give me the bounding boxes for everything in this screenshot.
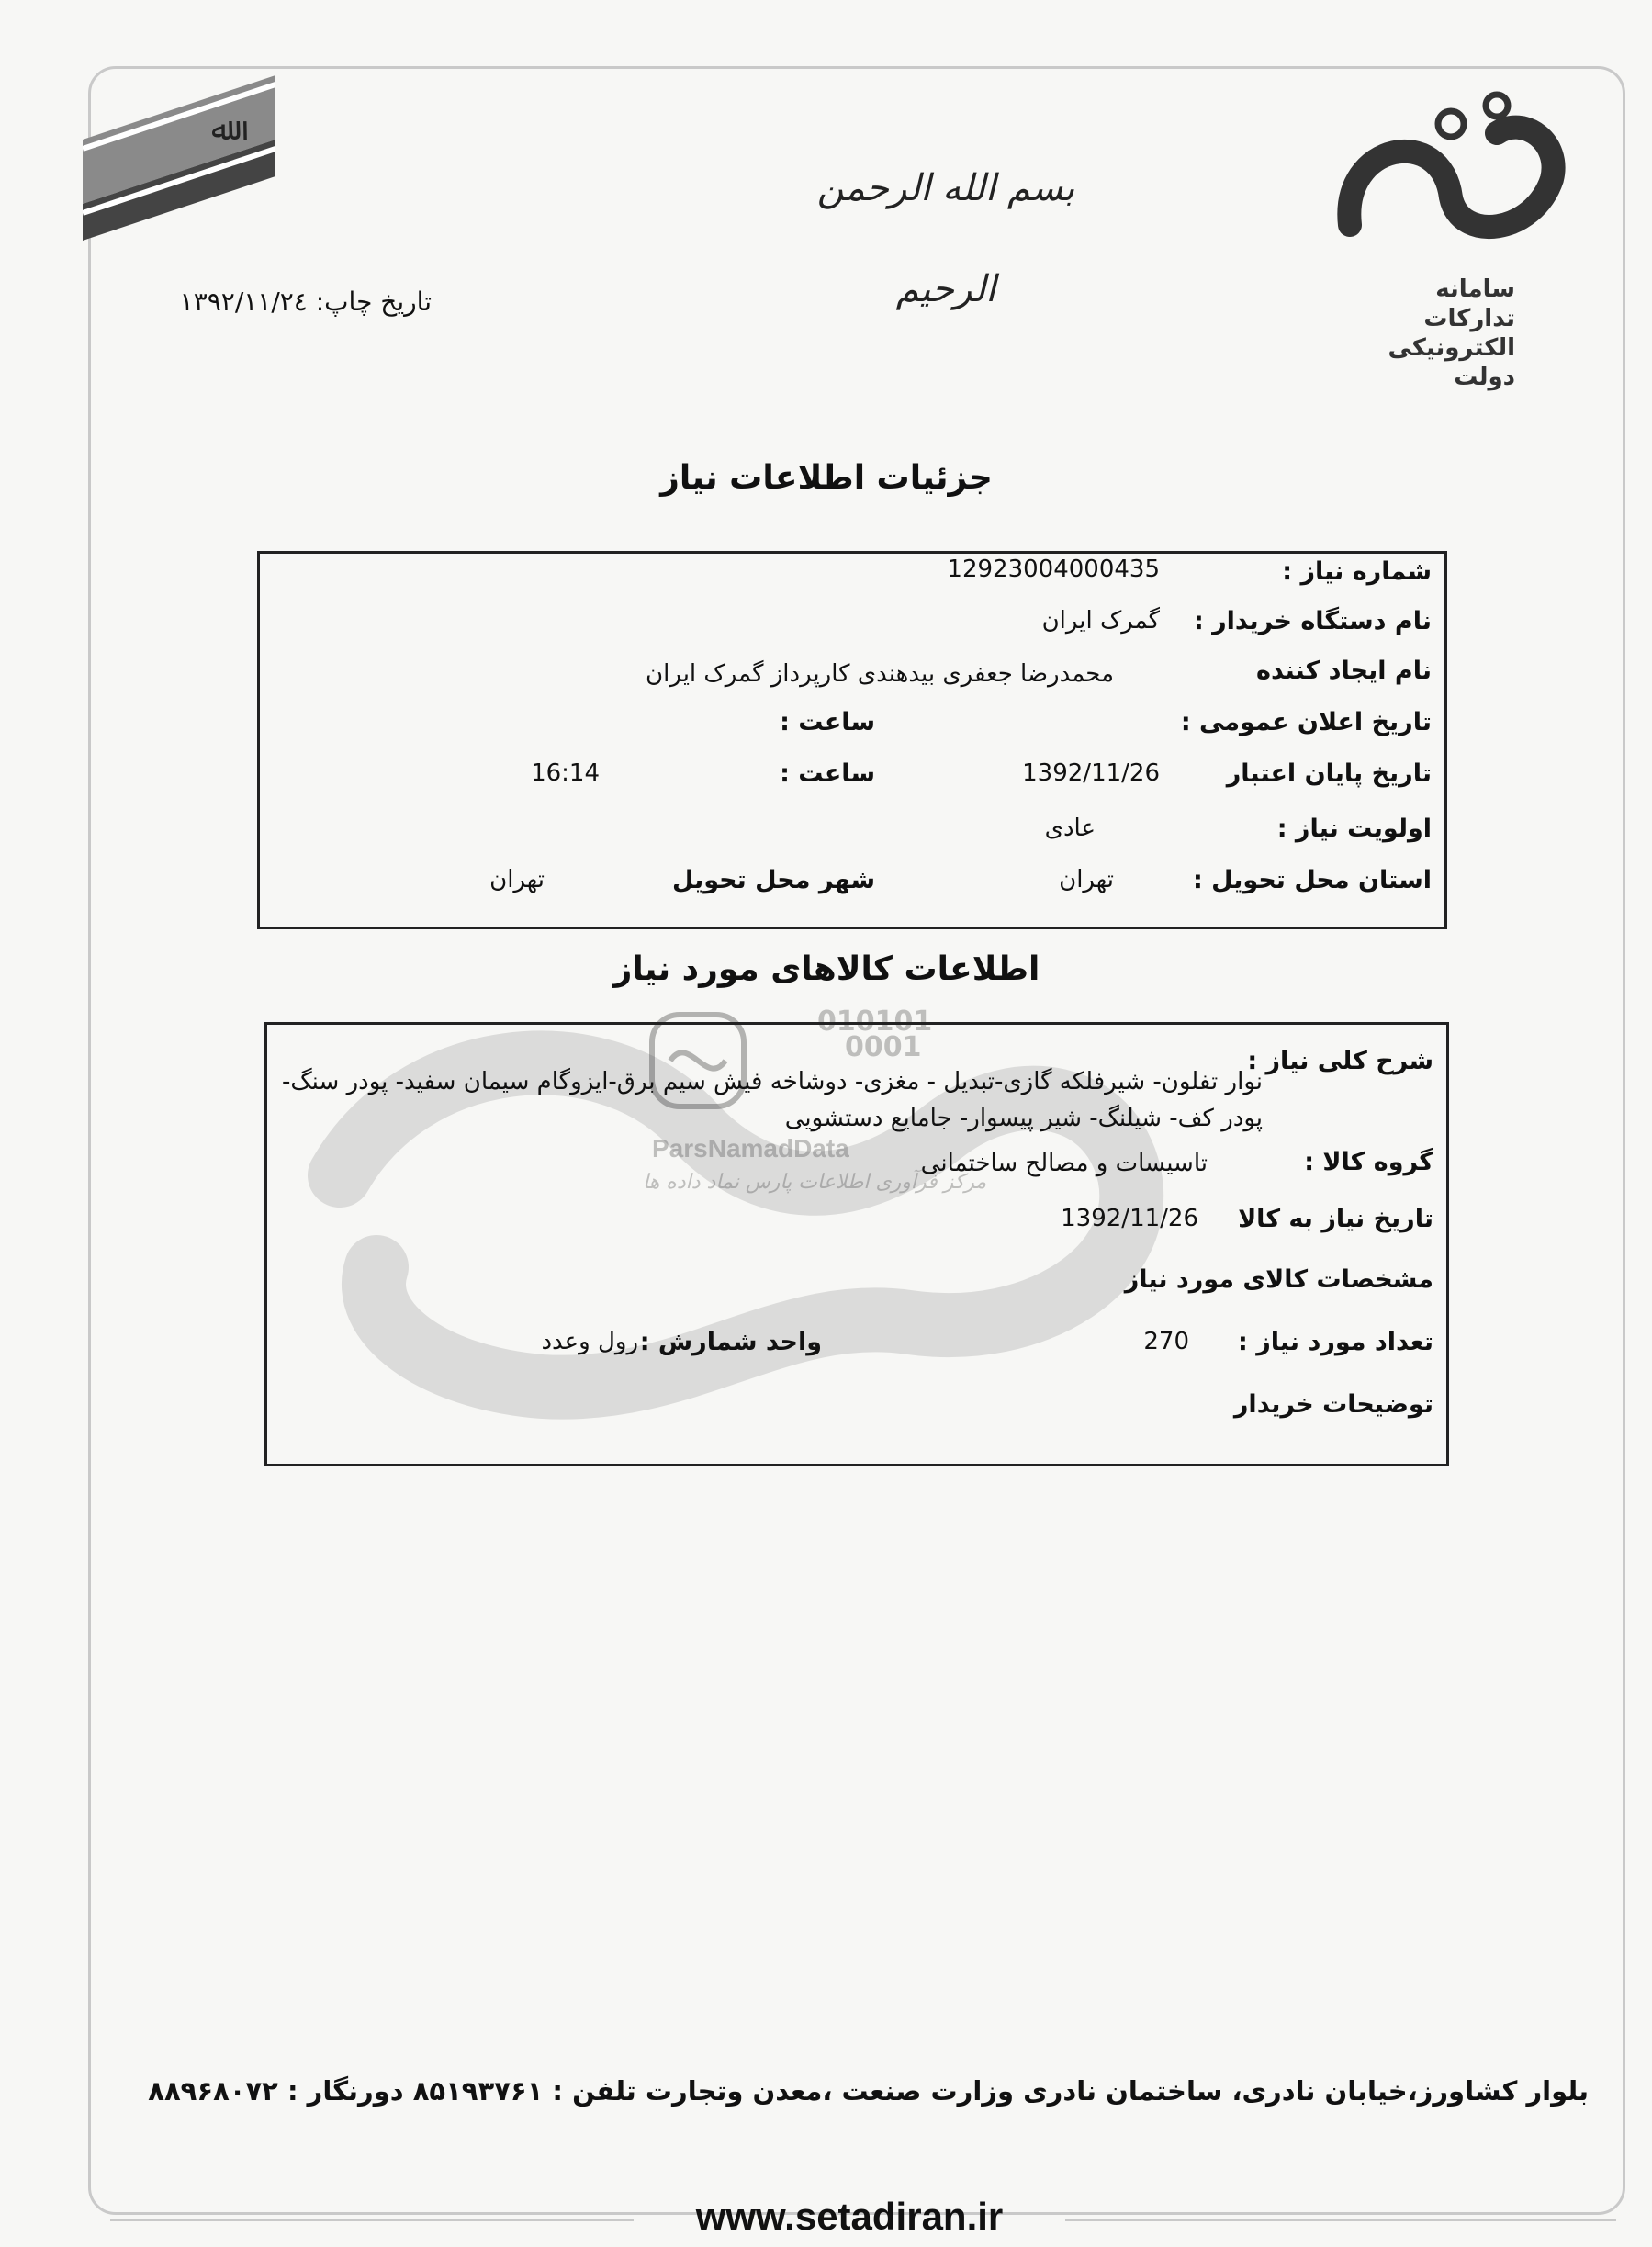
general-desc-value: نوار تفلون- شیرفلکه گازی-تبدیل - مغزی- دوشاخه فیش سیم برق-ایزوگام سیمان سفید- پودر سنگ- پودر کف- شیلنگ- شیر پیسوار- جامایع دستشویی xyxy=(282,1068,1263,1132)
watermark-code-2: 0001 xyxy=(845,1031,922,1063)
basmala: بسم الله الرحمن الرحیم xyxy=(816,167,1075,310)
svg-text:ﷲ: ﷲ xyxy=(211,111,230,148)
creator-label: نام ایجاد کننده xyxy=(1256,657,1432,685)
footer-rule-left xyxy=(110,2219,634,2221)
print-date-label: تاریخ چاپ: xyxy=(315,286,432,317)
quantity-label: تعداد مورد نیاز : xyxy=(1238,1328,1433,1356)
watermark-brand: ParsNamadData xyxy=(652,1134,849,1163)
expiry-time-value: 16:14 xyxy=(531,759,600,787)
unit-value: رول وعدد xyxy=(541,1328,638,1355)
need-number-value: 12923004000435 xyxy=(947,556,1160,583)
buyer-org-label: نام دستگاه خریدار : xyxy=(1193,607,1432,635)
print-date xyxy=(138,286,432,317)
expiry-date-label: تاریخ پایان اعتبار xyxy=(1226,759,1432,788)
priority-value: عادی xyxy=(1044,815,1096,842)
announce-time-label: ساعت : xyxy=(780,708,875,736)
footer-rule-right xyxy=(1065,2219,1616,2221)
seta-logo-text: سامانه تدارکات الکترونیکی دولت xyxy=(1388,275,1515,391)
watermark-code-1: 010101 xyxy=(817,1006,933,1038)
goods-group-label: گروه کالا : xyxy=(1304,1148,1433,1176)
province-label: استان محل تحویل : xyxy=(1192,866,1432,894)
watermark-brand-fa: مرکز فرآوری اطلاعات پارس نماد داده ها xyxy=(643,1171,987,1194)
creator-value: محمدرضا جعفری بیدهندی کارپرداز گمرک ایران xyxy=(646,660,1114,688)
seta-logo xyxy=(1322,87,1579,391)
buyer-org-value: گمرک ایران xyxy=(1041,607,1160,635)
quantity-value: 270 xyxy=(1143,1328,1189,1355)
specs-label: مشخصات کالای مورد نیاز xyxy=(1124,1265,1433,1294)
need-details-box xyxy=(257,551,1447,929)
seta-logo-icon xyxy=(1322,87,1579,271)
need-number-label: شماره نیاز : xyxy=(1282,557,1432,586)
goods-group-value: تاسیسات و مصالح ساختمانی xyxy=(920,1150,1208,1177)
announce-date-label: تاریخ اعلان عمومی : xyxy=(1180,708,1432,736)
unit-label: واحد شمارش : xyxy=(639,1328,822,1356)
city-value: تهران xyxy=(489,866,545,893)
print-date-value: ۱۳۹۲/۱۱/۲٤ xyxy=(179,286,308,317)
expiry-time-label: ساعت : xyxy=(780,759,875,788)
section-title-required-goods: اطلاعات کالاهای مورد نیاز xyxy=(612,950,1040,988)
buyer-notes-label: توضیحات خریدار xyxy=(1233,1390,1433,1419)
city-label: شهر محل تحویل xyxy=(671,866,875,894)
need-date-label: تاریخ نیاز به کالا xyxy=(1238,1205,1433,1233)
province-value: تهران xyxy=(1059,866,1114,893)
iran-flag-emblem xyxy=(83,75,275,241)
footer-address: بلوار کشاورز،خیابان نادری، ساختمان نادری وزارت صنعت ،معدن وتجارت تلفن : ۸۵۱۹۳۷۶۱ دورنگار : ۸۸۹۶۸۰۷۲ xyxy=(148,2075,1589,2107)
footer-url[interactable]: www.setadiran.ir xyxy=(695,2195,1004,2238)
need-date-value: 1392/11/26 xyxy=(1061,1205,1198,1232)
general-desc-label: شرح کلی نیاز : xyxy=(1247,1047,1433,1075)
priority-label: اولویت نیاز : xyxy=(1276,815,1432,843)
expiry-date-value: 1392/11/26 xyxy=(1022,759,1160,787)
section-title-need-details: جزئیات اطلاعات نیاز xyxy=(660,459,993,497)
required-goods-box xyxy=(264,1022,1449,1466)
